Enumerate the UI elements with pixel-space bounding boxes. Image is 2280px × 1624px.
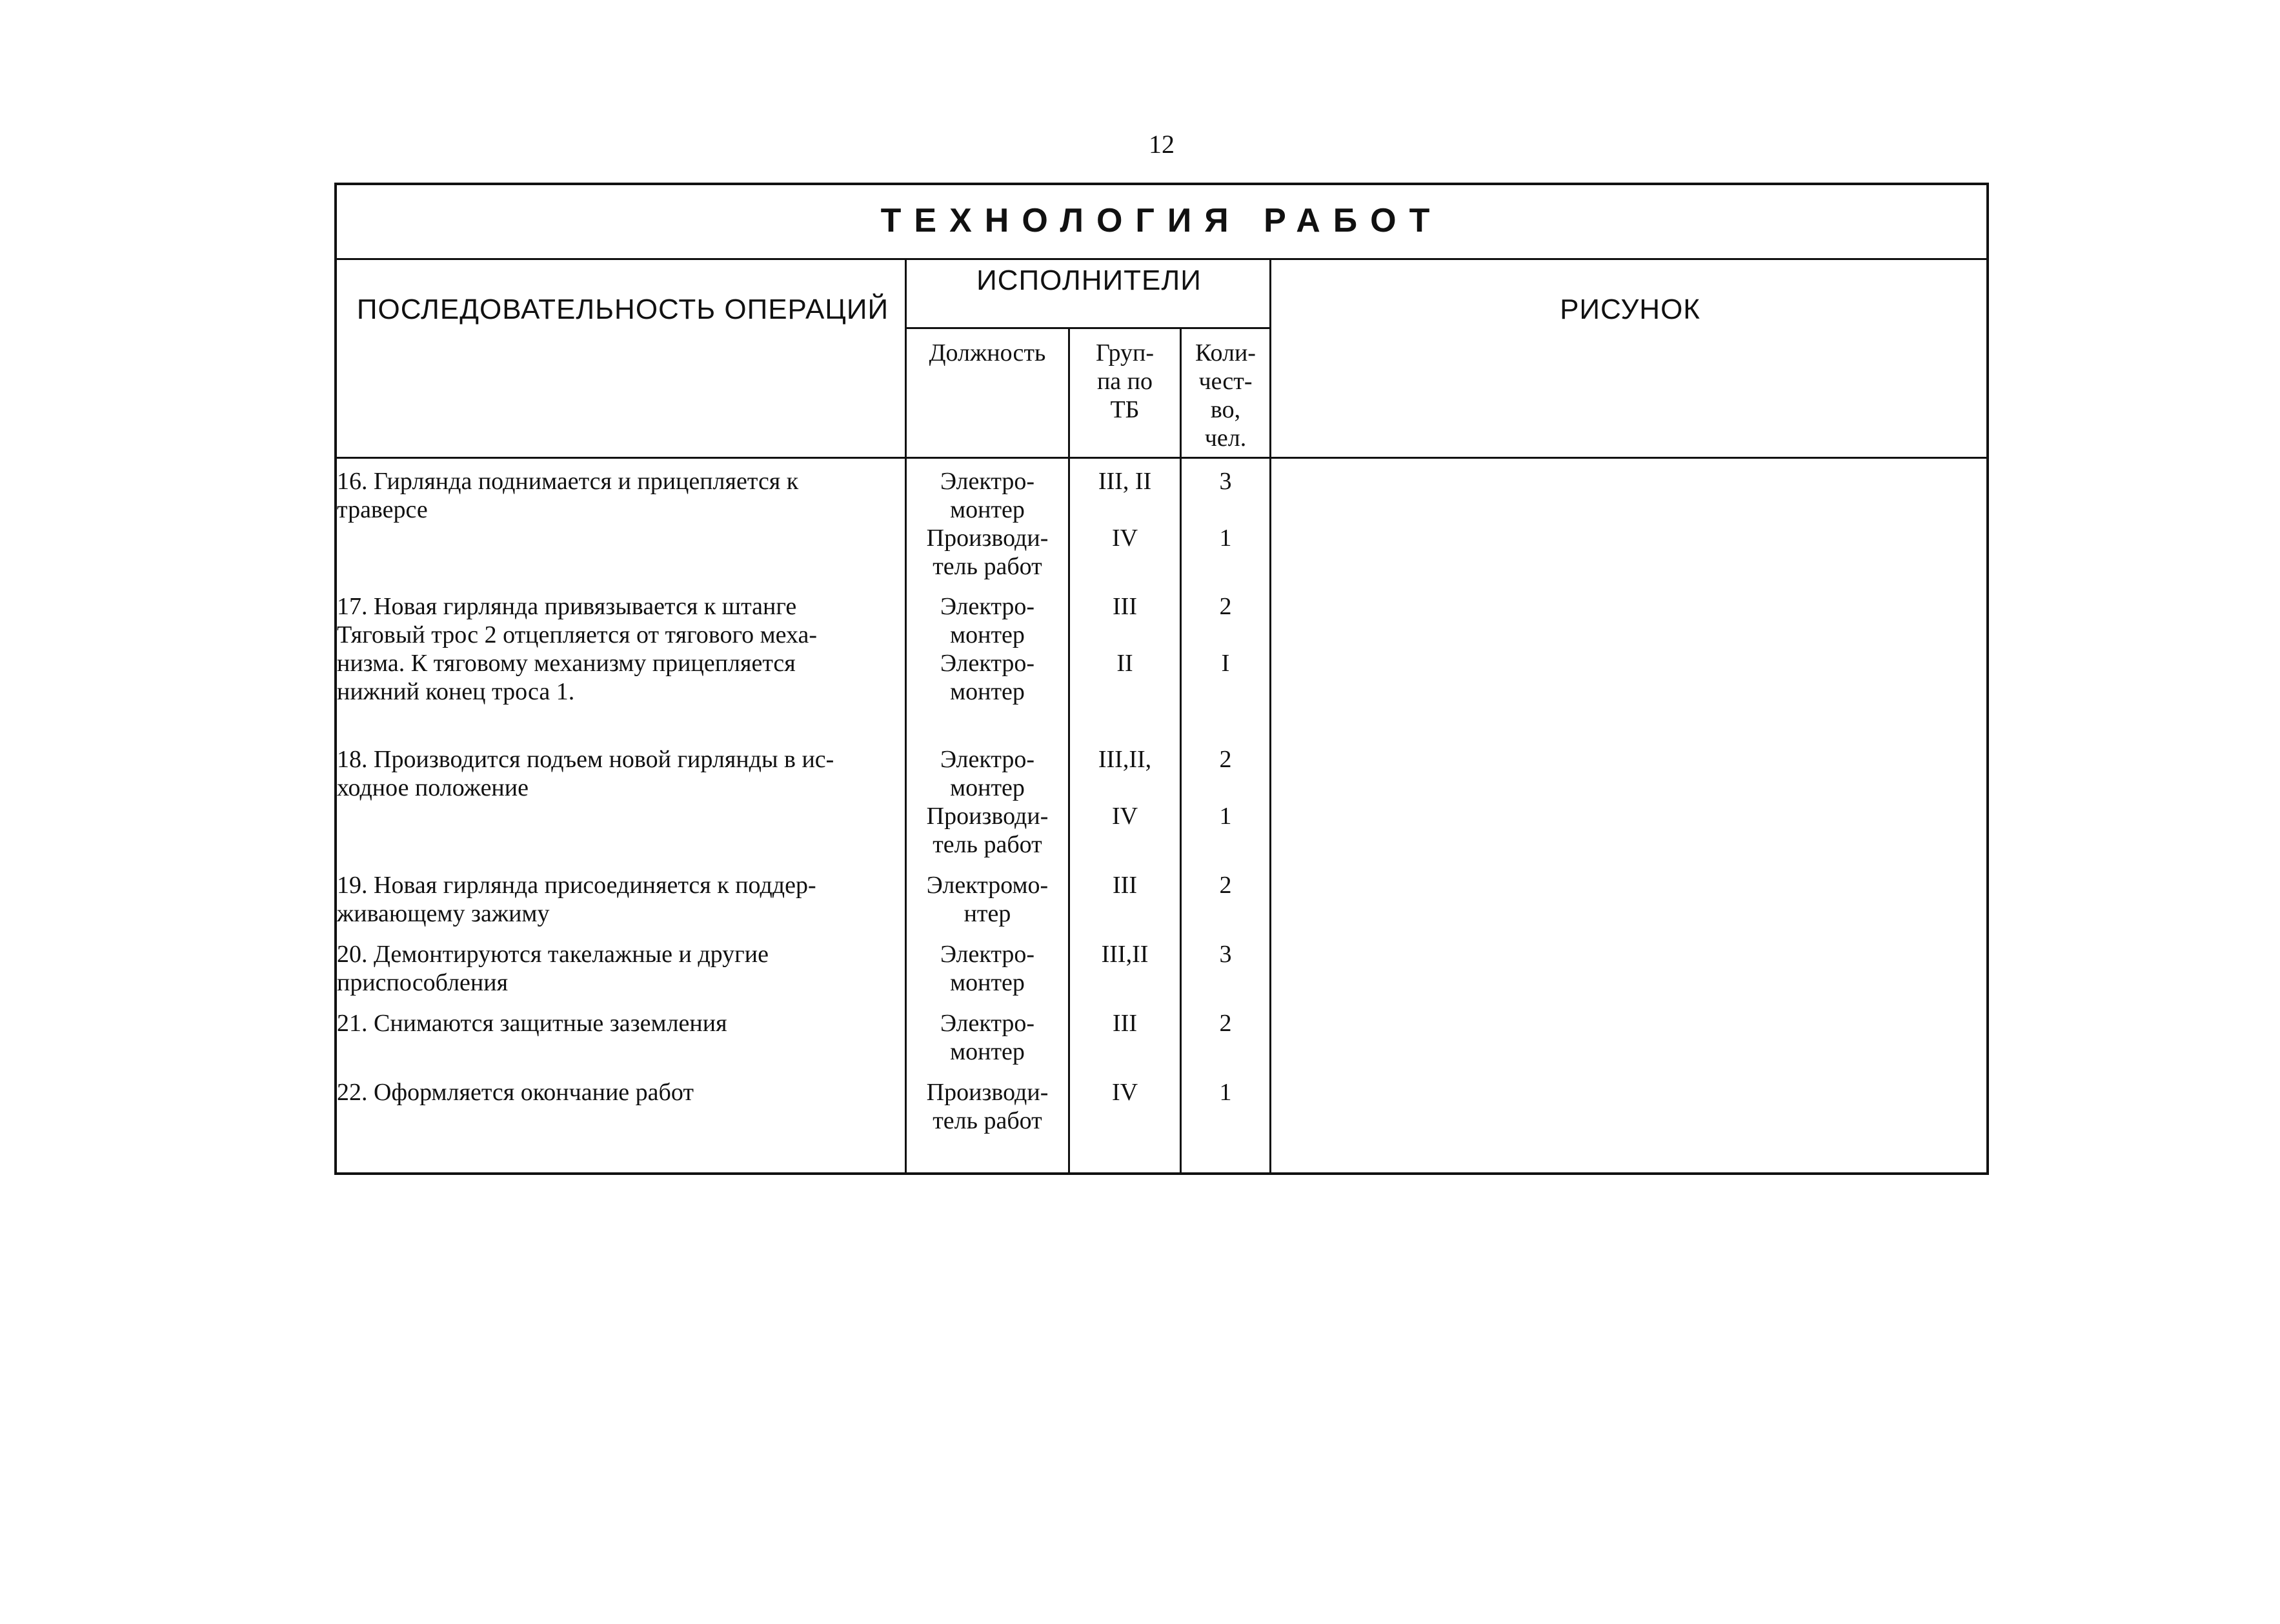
header-group: Груп- па по ТБ — [1095, 339, 1155, 423]
executor-group: IV — [1111, 525, 1138, 552]
executor-count: 2 — [1219, 872, 1232, 899]
executor-group: IV — [1111, 803, 1138, 830]
executor-count: 1 — [1219, 525, 1232, 552]
header-executors: ИСПОЛНИТЕЛИ — [976, 265, 1202, 296]
executor-group: III,II, — [1098, 746, 1152, 773]
operation-22: 22. Оформляется окончание работ — [337, 1079, 694, 1106]
header-count: Коли- чест- во, чел. — [1195, 339, 1256, 452]
executor-count: 2 — [1219, 746, 1232, 773]
executor-count: 1 — [1219, 803, 1232, 830]
executor-position: Производи- тель работ — [926, 803, 1049, 858]
executor-count: 2 — [1219, 593, 1232, 620]
executor-position: Производи- тель работ — [926, 1079, 1049, 1134]
operation-20: 20. Демонтируются такелажные и другие приспособления — [337, 941, 769, 996]
executor-position: Электро- монтер — [940, 468, 1035, 523]
header-operations: ПОСЛЕДОВАТЕЛЬНОСТЬ ОПЕРАЦИЙ — [356, 294, 889, 325]
figure-area — [1273, 459, 1986, 1172]
executor-count: 3 — [1219, 468, 1232, 495]
operation-18: 18. Производится подъем новой гирлянды в ис- ходное положение — [337, 746, 834, 801]
executor-count: I — [1221, 650, 1230, 677]
page-number: 12 — [1149, 130, 1175, 159]
executor-position: Электро- монтер — [940, 593, 1035, 648]
executor-group: III,II — [1101, 941, 1149, 968]
executor-count: 1 — [1219, 1079, 1232, 1106]
executors-divider — [905, 327, 1271, 329]
col-divider-count — [1269, 258, 1271, 1175]
executor-position: Электро- монтер — [940, 650, 1035, 705]
operation-21: 21. Снимаются защитные заземления — [337, 1010, 727, 1037]
executor-group: III — [1113, 872, 1137, 899]
header-figure: РИСУНОК — [1560, 294, 1700, 325]
header-position: Должность — [929, 339, 1046, 366]
executor-group: IV — [1111, 1079, 1138, 1106]
executor-group: III, II — [1098, 468, 1152, 495]
executor-group: III — [1113, 1010, 1137, 1037]
executor-count: 3 — [1219, 941, 1232, 968]
operation-17: 17. Новая гирлянда привязывается к штанге Тяговый трос 2 отцепляется от тягового меха- низма. К тяговому механизму прицепляется нижний конец троса 1. — [337, 593, 818, 705]
table-title: ТЕХНОЛОГИЯ РАБОТ — [880, 202, 1443, 239]
executor-position: Электро- монтер — [940, 746, 1035, 801]
executor-group: III — [1113, 593, 1137, 620]
operation-16: 16. Гирлянда поднимается и прицепляется к траверсе — [337, 468, 799, 523]
executor-position: Производи- тель работ — [926, 525, 1049, 580]
executor-position: Электро- монтер — [940, 1010, 1035, 1065]
executor-count: 2 — [1219, 1010, 1232, 1037]
executor-position: Электро- монтер — [940, 941, 1035, 996]
executor-group: II — [1116, 650, 1133, 677]
operation-19: 19. Новая гирлянда присоединяется к поддер- живающему зажиму — [337, 872, 816, 927]
header-divider — [334, 457, 1989, 459]
executor-position: Электромо- нтер — [926, 872, 1049, 927]
